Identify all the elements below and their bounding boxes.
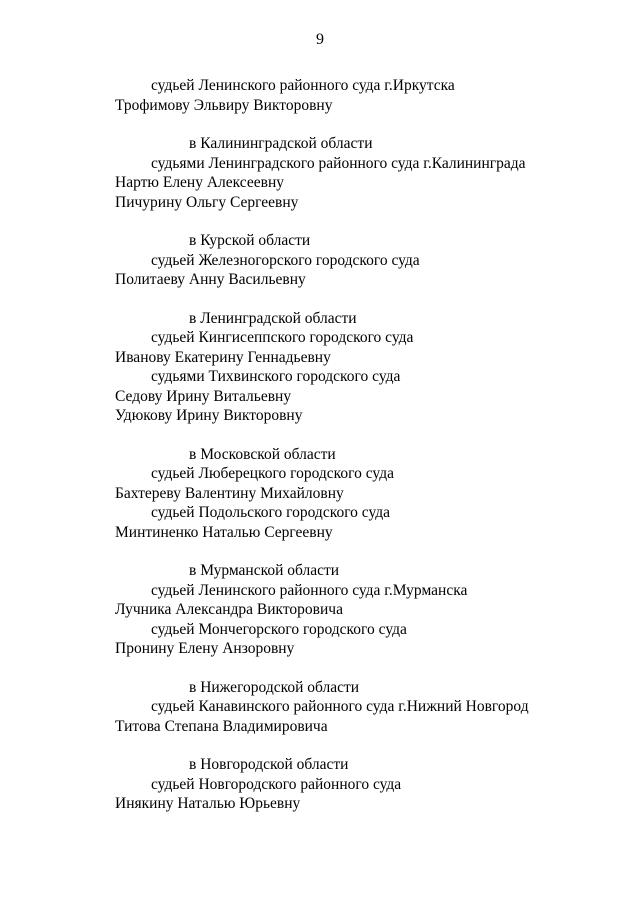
court-line: судьями Тихвинского городского суда (151, 368, 401, 385)
court-line: судьей Люберецкого городского суда (151, 465, 394, 482)
region-heading: в Мурманской области (189, 562, 340, 579)
region-heading: в Курской области (189, 232, 311, 249)
judge-name: Политаеву Анну Васильевну (115, 271, 306, 288)
court-line: судьей Мончегорского городского суда (151, 620, 407, 638)
section-gap (0, 659, 640, 678)
region-heading: в Нижегородской области (189, 678, 360, 696)
court-line: судьей Кингисеппского городского суда (151, 329, 414, 346)
judge-name: Бахтереву Валентину Михайловну (115, 484, 344, 502)
judge-name: Пронину Елену Анзоровну (115, 640, 295, 657)
judge-name: Удюкову Ирину Викторовну (115, 407, 303, 424)
judge-name: Инякину Наталью Юрьевну (115, 795, 301, 812)
region-heading: в Московской области (189, 445, 336, 463)
court-line: судьей Железногорского городского суда (151, 251, 420, 269)
court-line: судьей Ленинского районного суда г.Мурманска (151, 581, 468, 599)
region-heading: в Калининградской области (189, 135, 373, 152)
section-gap (0, 426, 640, 445)
section-gap (0, 115, 640, 134)
judge-name: Седову Ирину Витальевну (115, 387, 292, 405)
appointment-list (0, 76, 640, 814)
judge-name: Иванову Екатерину Геннадьевну (115, 348, 331, 366)
court-line: судьей Ленинского районного суда г.Иркутска (151, 77, 455, 94)
court-line: судьей Новгородского районного суда (151, 775, 402, 793)
judge-name: Трофимову Эльвиру Викторовну (115, 96, 333, 114)
page-number: 9 (316, 31, 324, 48)
judge-name: Титова Степана Владимировича (115, 717, 328, 735)
court-line: судьей Канавинского районного суда г.Нижний Новгород (151, 698, 529, 715)
section-gap (0, 542, 640, 561)
judge-name: Пичурину Ольгу Сергеевну (115, 193, 299, 211)
judge-name: Минтиненко Наталью Сергеевну (115, 523, 333, 541)
court-line: судьями Ленинградского районного суда г.Калининграда (151, 154, 526, 172)
judge-name: Лучника Александра Викторовича (115, 601, 343, 618)
section-gap (0, 736, 640, 755)
region-heading: в Ленинградской области (189, 309, 357, 327)
judge-name: Нартю Елену Алексеевну (115, 174, 284, 191)
section-gap (0, 212, 640, 231)
region-heading: в Новгородской области (189, 756, 349, 773)
section-gap (0, 290, 640, 309)
court-line: судьей Подольского городского суда (151, 504, 391, 521)
